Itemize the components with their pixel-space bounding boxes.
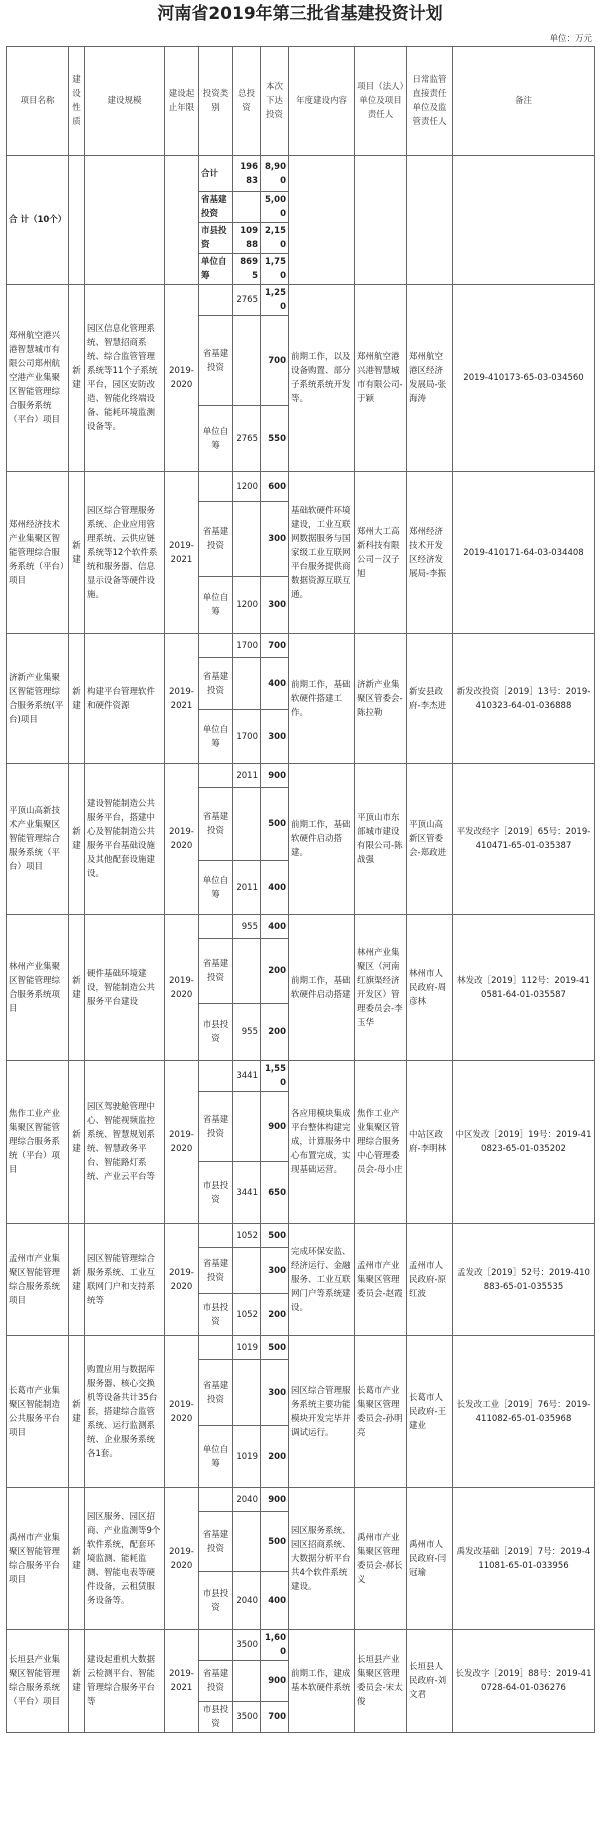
- responsible-unit: 郑州大工高新科技有限公司－汉子旭: [355, 472, 407, 634]
- project-name: 禹州市产业集聚区智能管理综合服务平台项目: [7, 1488, 69, 1630]
- construction-nature: 新建: [69, 1336, 85, 1488]
- header-cell: 备注: [453, 47, 595, 156]
- project-row: [7, 1061, 595, 1092]
- construction-nature: 新建: [69, 1488, 85, 1630]
- investment-category: 单位自筹: [199, 254, 233, 285]
- construction-scale: 购置应用与数据库服务器、核心交换机等设备共计35台套，搭建综合监管系统、运行监测系统、企业服务系统各1套。: [85, 1336, 165, 1488]
- supervising-unit: 孟州市人民政府-原红波: [407, 1224, 453, 1336]
- investment-category: 市县投资: [199, 223, 233, 254]
- current-investment: 600: [261, 472, 289, 502]
- investment-category: 省基建投资: [199, 788, 233, 861]
- current-investment: 1,750: [261, 254, 289, 285]
- current-investment: 300: [261, 1248, 289, 1294]
- investment-category: 单位自筹: [199, 861, 233, 915]
- header-cell: 总投资: [233, 47, 261, 156]
- total-investment: 2011: [233, 861, 261, 915]
- construction-scale: 建设起重机大数据云检测平台、智能管理综合服务平台等: [85, 1630, 165, 1733]
- total-investment: 955: [233, 1004, 261, 1061]
- total-investment: 1052: [233, 1294, 261, 1336]
- construction-nature: 新建: [69, 915, 85, 1061]
- remark: 禹发改基础［2019］7号：2019-411081-65-01-033956: [453, 1488, 595, 1630]
- unit-label: 单位：万元: [549, 34, 592, 44]
- table-body: [7, 156, 595, 1733]
- annual-content: 前期工作，基础软硬件启动搭建。: [289, 764, 355, 915]
- header-cell: 建设规模: [85, 47, 165, 156]
- total-investment: 3441: [233, 1162, 261, 1224]
- header-cell: 建设起止年限: [165, 47, 199, 156]
- responsible-unit: 长垣县产业集聚区管理委员会-宋太俊: [355, 1630, 407, 1733]
- total-investment: [233, 788, 261, 861]
- annual-content: 基础软硬件环境建设，工业互联网数据服务与国家级工业互联网平台服务提供商数据资源互联互通。: [289, 472, 355, 634]
- header-cell: 建设性质: [69, 47, 85, 156]
- construction-years: 2019-2020: [165, 915, 199, 1061]
- investment-category: 省基建投资: [199, 658, 233, 710]
- construction-nature: 新建: [69, 285, 85, 472]
- investment-category: 市县投资: [199, 1572, 233, 1630]
- remark: 孟发改［2019］52号：2019-410883-65-01-035535: [453, 1224, 595, 1336]
- total-investment: [233, 316, 261, 406]
- empty-cell: [165, 156, 199, 285]
- current-investment: 400: [261, 1572, 289, 1630]
- construction-scale: 构建平台管理软件和硬件资源: [85, 634, 165, 764]
- project-row: [7, 634, 595, 658]
- current-investment: 500: [261, 1336, 289, 1360]
- total-investment: 1052: [233, 1224, 261, 1248]
- empty-cell: [85, 156, 165, 285]
- responsible-unit: 郑州航空港兴港智慧城市有限公司-于颖: [355, 285, 407, 472]
- project-row: [7, 764, 595, 788]
- responsible-unit: 孟州市产业集聚区管理委员会-赵霞: [355, 1224, 407, 1336]
- current-investment: 500: [261, 1512, 289, 1572]
- remark: 新发改投资［2019］13号：2019-410323-64-01-036888: [453, 634, 595, 764]
- investment-category: 省基建投资: [199, 1248, 233, 1294]
- investment-category: [199, 915, 233, 939]
- total-investment: 1700: [233, 710, 261, 764]
- project-row: [7, 472, 595, 502]
- empty-cell: [453, 156, 595, 285]
- investment-category: [199, 1336, 233, 1360]
- investment-category: [199, 634, 233, 658]
- total-investment: 3500: [233, 1630, 261, 1661]
- current-investment: 300: [261, 710, 289, 764]
- investment-category: 省基建投资: [199, 502, 233, 577]
- header-cell: 日常监管直接责任单位及监管责任人: [407, 47, 453, 156]
- current-investment: 1,600: [261, 1630, 289, 1661]
- table-header-row: [7, 47, 595, 156]
- remark: 中区发改［2019］19号：2019-410823-65-01-035202: [453, 1061, 595, 1224]
- supervising-unit: 长葛市人民政府-王建业: [407, 1336, 453, 1488]
- current-investment: 900: [261, 764, 289, 788]
- construction-nature: 新建: [69, 1630, 85, 1733]
- empty-cell: [355, 156, 407, 285]
- construction-nature: 新建: [69, 1224, 85, 1336]
- header-cell: 项目名称: [7, 47, 69, 156]
- current-investment: 200: [261, 1294, 289, 1336]
- supervising-unit: 郑州经济技术开发区经济发展局-李振: [407, 472, 453, 634]
- construction-years: 2019-2021: [165, 634, 199, 764]
- current-investment: 200: [261, 939, 289, 1004]
- total-investment: 1200: [233, 472, 261, 502]
- total-investment: 2040: [233, 1572, 261, 1630]
- total-investment: [233, 1661, 261, 1702]
- document-title: 河南省2019年第三批省基建投资计划: [157, 4, 443, 24]
- current-investment: 550: [261, 406, 289, 472]
- project-row: [7, 1336, 595, 1360]
- current-investment: 5,000: [261, 192, 289, 223]
- responsible-unit: 焦作工业产业集聚区管理综合服务中心管理委员会-母小庄: [355, 1061, 407, 1224]
- construction-scale: 园区信息化管理系统、智慧招商系统、综合监管管理系统等11个子系统平台，园区安防改造、智能化终端设备、能耗环境监测设备等。: [85, 285, 165, 472]
- empty-cell: [289, 156, 355, 285]
- investment-category: [199, 1224, 233, 1248]
- investment-category: 单位自筹: [199, 710, 233, 764]
- supervising-unit: 平顶山高新区管委会-郑政进: [407, 764, 453, 915]
- construction-scale: 园区服务、园区招商、产业监测等9个软件系统，配套环境监测、能耗监测、智能电表等硬件设备，云租赁服务设备等。: [85, 1488, 165, 1630]
- current-investment: 400: [261, 915, 289, 939]
- construction-nature: 新建: [69, 472, 85, 634]
- current-investment: 1,550: [261, 1061, 289, 1092]
- construction-nature: 新建: [69, 1061, 85, 1224]
- responsible-unit: 平顶山市东部城市建设有限公司-陈战强: [355, 764, 407, 915]
- annual-content: 各应用模块集成平台整体构建完成，计算服务中心布置完成，实现基础运营。: [289, 1061, 355, 1224]
- construction-scale: 园区智能管理综合服务系统、工业互联网门户和支持系统等: [85, 1224, 165, 1336]
- construction-years: 2019-2020: [165, 764, 199, 915]
- construction-scale: 硬件基础环境建设，智能制造公共服务平台建设: [85, 915, 165, 1061]
- investment-category: 省基建投资: [199, 1092, 233, 1162]
- current-investment: 900: [261, 1092, 289, 1162]
- total-investment: [233, 939, 261, 1004]
- investment-category: 市县投资: [199, 1162, 233, 1224]
- investment-category: [199, 1630, 233, 1661]
- investment-category: 市县投资: [199, 1294, 233, 1336]
- supervising-unit: 禹州市人民政府-闫冠瑜: [407, 1488, 453, 1630]
- current-investment: 8,900: [261, 156, 289, 192]
- total-investment: [233, 502, 261, 577]
- current-investment: 700: [261, 316, 289, 406]
- construction-years: 2019-2020: [165, 1224, 199, 1336]
- construction-scale: 园区驾驶舱管理中心、智能视频监控系统、智慧规划系统、智慧政务平台、智能路灯系统、产业云平台等: [85, 1061, 165, 1224]
- total-row: [7, 156, 595, 192]
- total-investment: 10988: [233, 223, 261, 254]
- current-investment: 400: [261, 658, 289, 710]
- responsible-unit: 长葛市产业集聚区管理委员会-孙明亮: [355, 1336, 407, 1488]
- total-investment: 2765: [233, 406, 261, 472]
- investment-category: [199, 1061, 233, 1092]
- current-investment: 700: [261, 634, 289, 658]
- remark: 林发改［2019］112号：2019-410581-64-01-035587: [453, 915, 595, 1061]
- project-name: 济新产业集聚区智能管理综合服务系统(平台)项目: [7, 634, 69, 764]
- supervising-unit: 中站区政府-李明林: [407, 1061, 453, 1224]
- investment-category: 市县投资: [199, 1702, 233, 1733]
- total-investment: [233, 1512, 261, 1572]
- project-name: 郑州经济技术产业集聚区智能管理综合服务系统（平台）项目: [7, 472, 69, 634]
- current-investment: 900: [261, 1661, 289, 1702]
- current-investment: 500: [261, 788, 289, 861]
- construction-scale: 园区综合管理服务系统、企业应用管理系统、云供应链系统等12个软件系统和服务器、信息显示设备等硬件设施。: [85, 472, 165, 634]
- annual-content: 前期工作，建成基本软硬件系统: [289, 1630, 355, 1733]
- construction-years: 2019-2020: [165, 1336, 199, 1488]
- investment-category: 单位自筹: [199, 1426, 233, 1488]
- investment-category: 省基建投资: [199, 1661, 233, 1702]
- empty-cell: [407, 156, 453, 285]
- total-investment: [233, 1092, 261, 1162]
- current-investment: 700: [261, 1702, 289, 1733]
- total-investment: 2011: [233, 764, 261, 788]
- supervising-unit: 郑州航空港区经济发展局-张海涛: [407, 285, 453, 472]
- project-name: 郑州航空港兴港智慧城市有限公司郑州航空港产业集聚区智能管理综合服务系统（平台）项目: [7, 285, 69, 472]
- responsible-unit: 禹州市产业集聚区管理委员会-郝长义: [355, 1488, 407, 1630]
- investment-category: 单位自筹: [199, 406, 233, 472]
- remark: 2019-410171-64-03-034408: [453, 472, 595, 634]
- project-row: [7, 915, 595, 939]
- investment-category: [199, 285, 233, 316]
- total-investment: [233, 658, 261, 710]
- annual-content: 前期工作，基础软硬件搭建工作。: [289, 634, 355, 764]
- investment-category: 合计: [199, 156, 233, 192]
- annual-content: 前期工作，以及设备购置、部分子系统系统开发等。: [289, 285, 355, 472]
- investment-category: 省基建投资: [199, 192, 233, 223]
- current-investment: 500: [261, 1224, 289, 1248]
- current-investment: 300: [261, 577, 289, 634]
- current-investment: 2,150: [261, 223, 289, 254]
- construction-years: 2019-2021: [165, 1630, 199, 1733]
- total-investment: 1019: [233, 1336, 261, 1360]
- supervising-unit: 长垣县人民政府-刘文君: [407, 1630, 453, 1733]
- project-name: 平顶山高新技术产业集聚区智能管理综合服务系统（平台）项目: [7, 764, 69, 915]
- remark: 长发改工业［2019］76号：2019-411082-65-01-035968: [453, 1336, 595, 1488]
- project-row: [7, 1630, 595, 1661]
- total-investment: 1200: [233, 577, 261, 634]
- annual-content: 前期工作，基础软硬件启动搭建: [289, 915, 355, 1061]
- project-row: [7, 1224, 595, 1248]
- investment-category: [199, 764, 233, 788]
- total-investment: 2040: [233, 1488, 261, 1512]
- construction-years: 2019-2020: [165, 1061, 199, 1224]
- investment-category: 省基建投资: [199, 316, 233, 406]
- project-name: 焦作工业产业集聚区智能管理综合服务系统（平台）项目: [7, 1061, 69, 1224]
- project-row: [7, 1488, 595, 1512]
- remark: 2019-410173-65-03-034560: [453, 285, 595, 472]
- project-name: 孟州市产业集聚区智能管理综合服务系统项目: [7, 1224, 69, 1336]
- annual-content: 园区综合管理服务系统主要功能模块开发完毕并调试运行。: [289, 1336, 355, 1488]
- construction-years: 2019-2020: [165, 1488, 199, 1630]
- supervising-unit: 林州市人民政府-周彦林: [407, 915, 453, 1061]
- header-cell: 投资类别: [199, 47, 233, 156]
- investment-category: 市县投资: [199, 1004, 233, 1061]
- total-investment: 1019: [233, 1426, 261, 1488]
- current-investment: 900: [261, 1488, 289, 1512]
- annual-content: 完成环保安监、经济运行、金融服务、工业互联网门户等系统建设。: [289, 1224, 355, 1336]
- total-investment: 19683: [233, 156, 261, 192]
- total-label: 合 计（10个）: [7, 156, 69, 285]
- remark: 平发改经字［2019］65号：2019-410471-65-01-035387: [453, 764, 595, 915]
- current-investment: 1,250: [261, 285, 289, 316]
- total-investment: [233, 1248, 261, 1294]
- construction-years: 2019-2021: [165, 472, 199, 634]
- investment-category: 省基建投资: [199, 1360, 233, 1426]
- total-investment: 3500: [233, 1702, 261, 1733]
- project-row: [7, 285, 595, 316]
- investment-category: 单位自筹: [199, 577, 233, 634]
- remark: 长发改字［2019］88号：2019-410728-64-01-036276: [453, 1630, 595, 1733]
- responsible-unit: 济新产业集聚区管委会-陈拉勒: [355, 634, 407, 764]
- current-investment: 300: [261, 502, 289, 577]
- investment-plan-table: [6, 46, 595, 1733]
- construction-years: 2019-2020: [165, 285, 199, 472]
- construction-scale: 建设智能制造公共服务平台，搭建中心及智能制造公共服务平台基础设施及其他配套设施建设。: [85, 764, 165, 915]
- supervising-unit: 新安县政府-李杰进: [407, 634, 453, 764]
- total-investment: 955: [233, 915, 261, 939]
- total-investment: 3441: [233, 1061, 261, 1092]
- construction-nature: 新建: [69, 634, 85, 764]
- responsible-unit: 林州产业集聚区（河南红旗渠经济开发区）管理委员会-李玉华: [355, 915, 407, 1061]
- project-name: 长垣县产业集聚区智能管理综合服务系统（平台）项目: [7, 1630, 69, 1733]
- header-cell: 项目（法人）单位及项目责任人: [355, 47, 407, 156]
- current-investment: 200: [261, 1426, 289, 1488]
- investment-category: [199, 472, 233, 502]
- project-name: 长葛市产业集聚区智能制造公共服务平台项目: [7, 1336, 69, 1488]
- annual-content: 园区服务系统、园区招商系统、大数据分析平台共4个软件系统建设。: [289, 1488, 355, 1630]
- current-investment: 400: [261, 861, 289, 915]
- total-investment: 1700: [233, 634, 261, 658]
- investment-category: 省基建投资: [199, 1512, 233, 1572]
- investment-category: 省基建投资: [199, 939, 233, 1004]
- investment-category: [199, 1488, 233, 1512]
- total-investment: [233, 192, 261, 223]
- project-name: 林州产业集聚区智能管理综合服务系统项目: [7, 915, 69, 1061]
- total-investment: [233, 1360, 261, 1426]
- header-cell: 本次下达投资: [261, 47, 289, 156]
- current-investment: 650: [261, 1162, 289, 1224]
- empty-cell: [69, 156, 85, 285]
- current-investment: 200: [261, 1004, 289, 1061]
- construction-nature: 新建: [69, 764, 85, 915]
- header-cell: 年度建设内容: [289, 47, 355, 156]
- total-investment: 2765: [233, 285, 261, 316]
- total-investment: 8695: [233, 254, 261, 285]
- current-investment: 300: [261, 1360, 289, 1426]
